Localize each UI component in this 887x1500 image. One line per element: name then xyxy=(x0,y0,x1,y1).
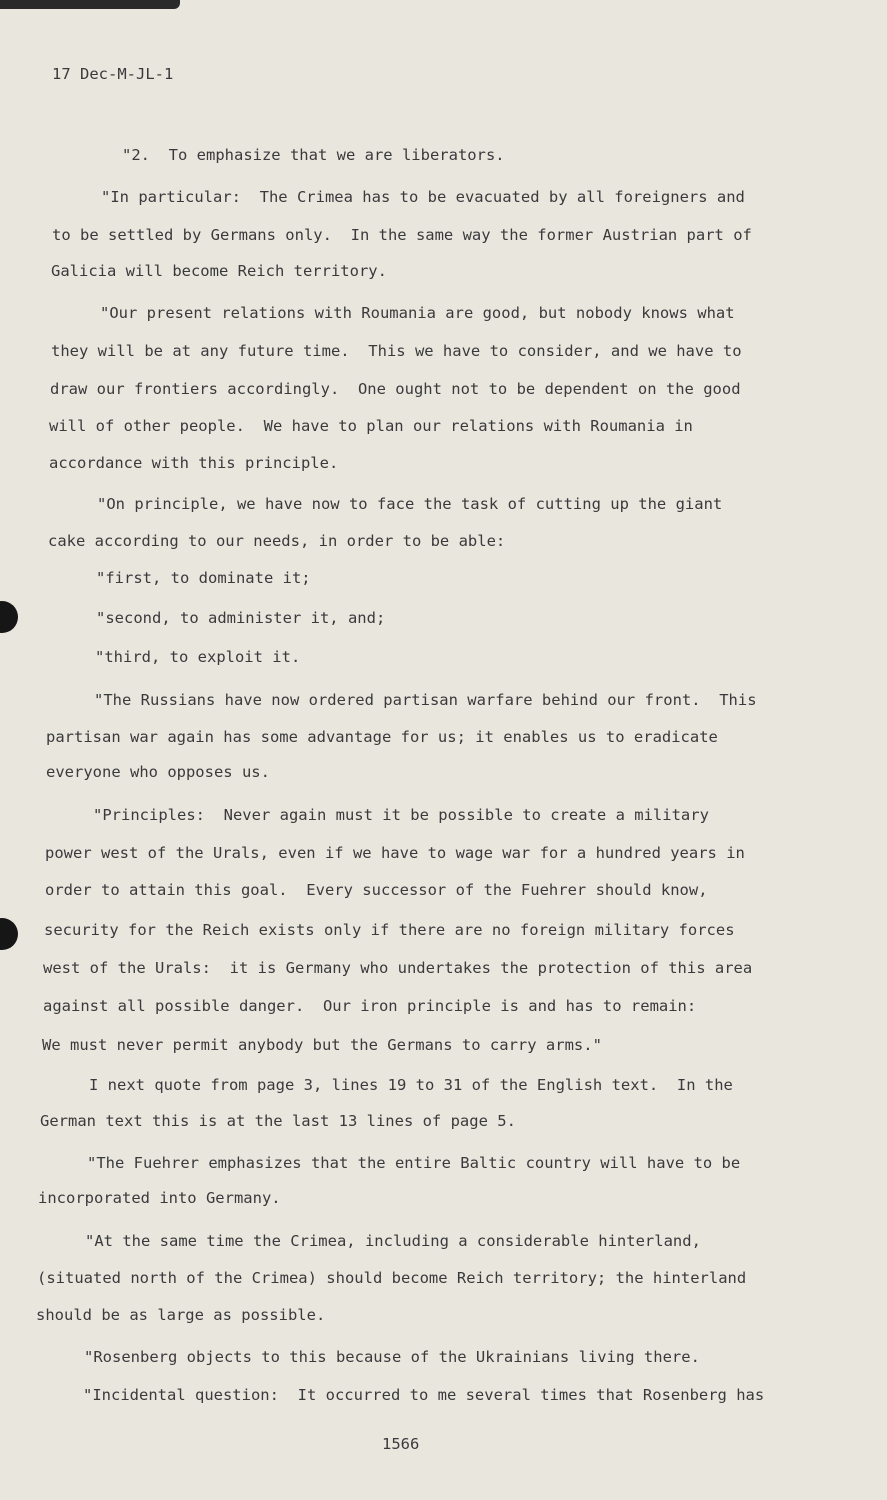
text-line: "2. To emphasize that we are liberators. xyxy=(122,146,505,164)
text-line: "Rosenberg objects to this because of the Ukrainians living there. xyxy=(84,1348,700,1366)
text-line: "On principle, we have now to face the task of cutting up the giant xyxy=(97,495,723,513)
text-line: "third, to exploit it. xyxy=(95,648,301,666)
text-line: order to attain this goal. Every successor of the Fuehrer should know, xyxy=(45,881,708,899)
text-line: "The Russians have now ordered partisan warfare behind our front. This xyxy=(94,691,757,709)
document-header-code: 17 Dec-M-JL-1 xyxy=(52,65,174,83)
text-line: will of other people. We have to plan our relations with Roumania in xyxy=(49,417,693,435)
text-line: Galicia will become Reich territory. xyxy=(51,262,387,280)
scan-edge-shadow xyxy=(0,0,180,9)
text-line: "The Fuehrer emphasizes that the entire Baltic country will have to be xyxy=(87,1154,741,1172)
text-line: I next quote from page 3, lines 19 to 31 of the English text. In the xyxy=(89,1076,733,1094)
text-line: power west of the Urals, even if we have to wage war for a hundred years in xyxy=(45,844,745,862)
text-line: "Our present relations with Roumania are good, but nobody knows what xyxy=(100,304,735,322)
text-line: "first, to dominate it; xyxy=(96,569,311,587)
text-line: We must never permit anybody but the Germans to carry arms." xyxy=(42,1036,602,1054)
text-line: security for the Reich exists only if there are no foreign military forces xyxy=(44,921,735,939)
text-line: should be as large as possible. xyxy=(36,1306,326,1324)
text-line: "At the same time the Crimea, including a considerable hinterland, xyxy=(85,1232,701,1250)
text-line: "Principles: Never again must it be possible to create a military xyxy=(93,806,709,824)
text-line: against all possible danger. Our iron principle is and has to remain: xyxy=(43,997,697,1015)
text-line: west of the Urals: it is Germany who undertakes the protection of this area xyxy=(43,959,753,977)
text-line: to be settled by Germans only. In the same way the former Austrian part of xyxy=(52,226,752,244)
text-line: (situated north of the Crimea) should become Reich territory; the hinterland xyxy=(37,1269,747,1287)
text-line: they will be at any future time. This we have to consider, and we have to xyxy=(51,342,742,360)
text-line: German text this is at the last 13 lines of page 5. xyxy=(40,1112,516,1130)
punch-hole-bottom xyxy=(0,918,18,950)
text-line: "second, to administer it, and; xyxy=(96,609,386,627)
text-line: "Incidental question: It occurred to me several times that Rosenberg has xyxy=(83,1386,765,1404)
text-line: "In particular: The Crimea has to be evacuated by all foreigners and xyxy=(101,188,745,206)
text-line: incorporated into Germany. xyxy=(38,1189,281,1207)
text-line: cake according to our needs, in order to be able: xyxy=(48,532,506,550)
text-line: accordance with this principle. xyxy=(49,454,339,472)
page-number: 1566 xyxy=(382,1435,420,1453)
text-line: draw our frontiers accordingly. One ought not to be dependent on the good xyxy=(50,380,741,398)
text-line: partisan war again has some advantage for us; it enables us to eradicate xyxy=(46,728,718,746)
punch-hole-top xyxy=(0,601,18,633)
text-line: everyone who opposes us. xyxy=(46,763,270,781)
